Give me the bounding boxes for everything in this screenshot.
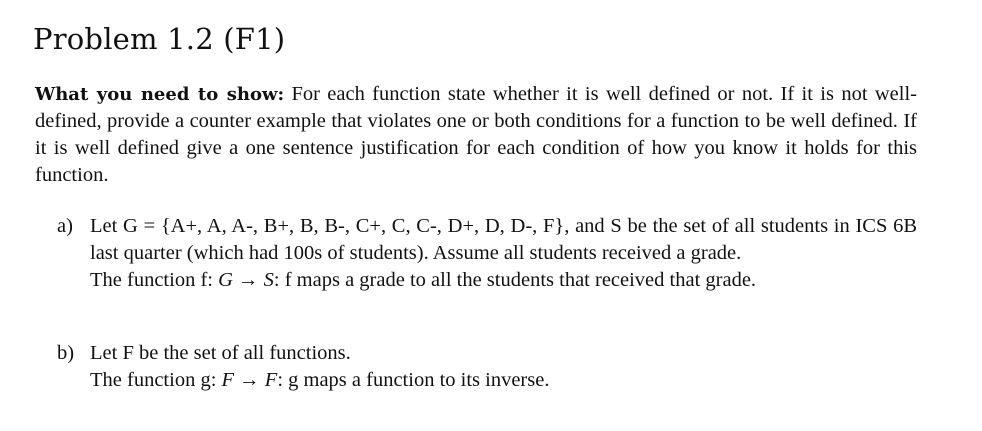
instructions-paragraph	[35, 81, 917, 189]
part-a-function-signature: G → S	[218, 269, 274, 291]
part-b-setup: Let F be the set of all functions.	[90, 342, 351, 364]
part-b-function-description: : g maps a function to its inverse.	[277, 369, 550, 391]
part-b-function-signature: F → F	[221, 369, 278, 391]
part-a-function-prefix: The function f:	[90, 269, 219, 291]
part-a-function-description: : f maps a grade to all the students that received that grade.	[273, 269, 757, 291]
part-b-body	[90, 340, 917, 394]
part-a-body	[90, 213, 917, 294]
part-b-function	[90, 367, 917, 394]
part-a-setup: Let G = {A+, A, A-, B+, B, B-, C+, C, C-, D+, D, D-, F}, and S be the set of all students in ICS 6B last quarter (which had 100s of students). Assume all students received a grade.	[90, 215, 917, 264]
instructions-lead: What you need to show:	[35, 84, 285, 105]
problem-title: Problem 1.2 (F1)	[33, 22, 286, 56]
part-b-function-prefix: The function g:	[90, 369, 222, 391]
part-a-marker: a)	[57, 215, 73, 237]
part-b	[57, 340, 917, 394]
instructions-text: For each function state whether it is well defined or not. If it is not well-defined, provide a counter example that violates one or both conditions for a function to be well defined. If it is well defined give a one sentence justification for each condition of how you know it holds for this function.	[35, 83, 917, 186]
part-a-function	[90, 267, 917, 294]
part-a	[57, 213, 917, 294]
part-b-marker: b)	[57, 342, 75, 364]
